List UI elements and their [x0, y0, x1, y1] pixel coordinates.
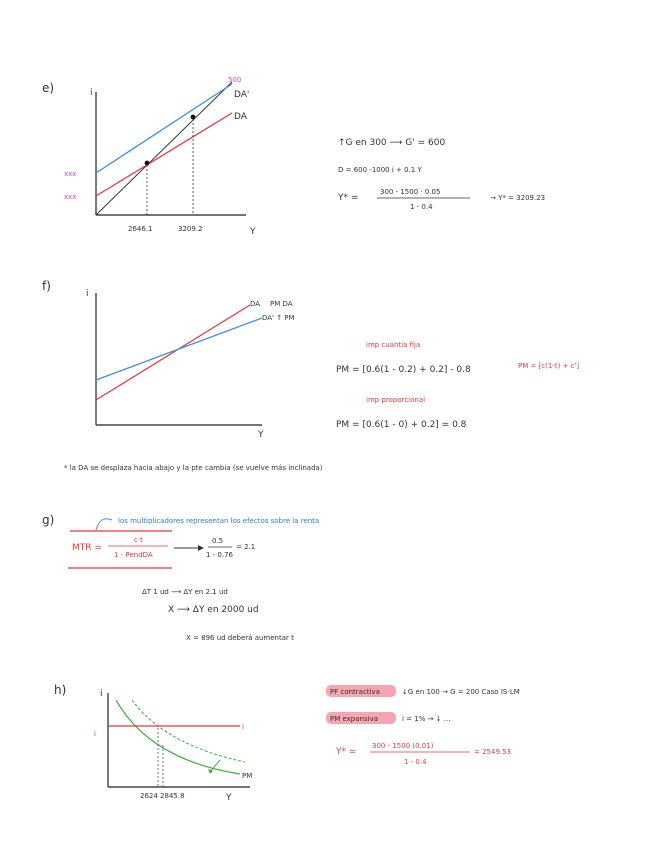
- f-side-formula: PM = [c(1-t) + c']: [518, 362, 580, 370]
- graph-e: [64, 76, 256, 237]
- graph-f-x-axis-label: Y: [258, 430, 264, 440]
- g-mtr-rhs-numerator: 0.5: [212, 537, 224, 545]
- g-rule-1: ΔT 1 ud ⟶ ΔY en 2.1 ud: [142, 588, 228, 596]
- graph-f-y-axis-label: i: [86, 289, 89, 299]
- graph-h-x-ticks: 2624 2845.8: [140, 792, 185, 800]
- f-note-proportional: imp proporcional: [366, 396, 426, 404]
- e-result: → Y* = 3209.23: [490, 194, 546, 202]
- graph-h: [94, 689, 252, 803]
- graph-e-x-tick-1: 2646.1: [128, 225, 153, 233]
- g-rule-2: X ⟶ ΔY en 2000 ud: [168, 605, 259, 615]
- h-result: = 2549.53: [474, 748, 512, 756]
- f-equation-proportional: PM = [0.6(1 - 0) + 0.2] = 0.8: [336, 420, 467, 430]
- graph-f-da-curve: [96, 305, 250, 400]
- g-mtr-numerator: c·t: [134, 536, 143, 544]
- graph-h-i-mark: i: [94, 730, 96, 738]
- h-equation-denominator: 1 - 0.4: [404, 758, 427, 766]
- g-arrow-head: [198, 545, 204, 551]
- e-equation-numerator: 300 - 1500 · 0.05: [380, 188, 441, 196]
- graph-f-da-label: DA: [250, 300, 261, 308]
- e-equation-denominator: 1 - 0.4: [410, 203, 433, 211]
- h-tag-1: PF contractiva: [330, 688, 380, 696]
- graph-f-pm-tag: PM DA: [270, 300, 293, 308]
- graph-e-y-axis-label: i: [90, 88, 93, 98]
- graph-h-x-axis-label: Y: [226, 793, 232, 803]
- g-annotation-arrow: [96, 519, 112, 530]
- graph-e-equilibrium-1: [145, 161, 150, 166]
- graph-h-is-curve: [116, 700, 240, 774]
- g-mtr-lhs: MTR =: [72, 543, 102, 553]
- graph-e-da-curve: [96, 113, 232, 196]
- graph-f-da-prime-label: DA' ↑ PM: [262, 314, 295, 322]
- graph-h-pm-tag: PM: [242, 772, 253, 780]
- h-tag-2: PM expansiva: [330, 715, 379, 723]
- h-equation-lhs: Y* =: [336, 747, 357, 757]
- graph-f: [86, 289, 295, 440]
- g-mtr-denominator: 1 - PendDA: [114, 551, 153, 559]
- graph-e-da-prime-label: DA': [234, 90, 250, 100]
- g-mtr-rhs-result: = 2.1: [236, 543, 256, 551]
- graph-e-45deg-line: [96, 82, 232, 215]
- graph-h-red-tag: i: [242, 723, 244, 731]
- g-conclusion: X = 896 ud deberá aumentar t: [186, 634, 294, 642]
- graph-h-is-prime-curve: [132, 700, 245, 762]
- f-comment: * la DA se desplaza hacia abajo y la pte cambia (se vuelve más inclinada): [64, 464, 323, 472]
- e-line-1: ↑G en 300 ⟶ G' = 600: [338, 138, 446, 148]
- e-line-2: D = 600 -1000 i + 0.1 Y: [338, 166, 422, 174]
- e-equation-lhs: Y* =: [338, 193, 359, 203]
- g-mtr-rhs-denominator: 1 - 0.76: [206, 551, 234, 559]
- graph-e-x-axis-label: Y: [250, 227, 256, 237]
- section-e-label: e): [42, 81, 55, 95]
- section-h-label: h): [54, 683, 67, 697]
- graph-e-red-intercept: xxx: [64, 193, 77, 201]
- graph-h-y-axis-label: i: [100, 689, 103, 699]
- h-text-2: i = 1% → ↓ ...: [402, 715, 451, 723]
- h-text-1: ↓G en 100 → G = 200 Caso IS-LM: [402, 688, 520, 696]
- graph-e-x-tick-2: 3209.2: [178, 225, 203, 233]
- f-note-fixed: imp cuantía fija: [366, 341, 421, 349]
- f-equation-fixed: PM = [0.6(1 - 0.2) + 0.2] - 0.8: [336, 365, 471, 375]
- graph-e-blue-intercept: xxx: [64, 170, 77, 178]
- section-f-label: f): [42, 279, 51, 293]
- graph-f-da-prime-curve: [96, 318, 262, 380]
- section-g-label: g): [42, 513, 55, 527]
- g-annotation: los multiplicadores representan los efectos sobre la renta: [118, 517, 320, 525]
- h-equation-numerator: 300 - 1500 (0.01): [372, 742, 434, 750]
- graph-e-da-label: DA: [234, 112, 247, 122]
- graph-e-equilibrium-2: [191, 115, 196, 120]
- graph-e-da-prime-curve: [96, 84, 232, 173]
- graph-e-top-tag: 500: [228, 76, 242, 84]
